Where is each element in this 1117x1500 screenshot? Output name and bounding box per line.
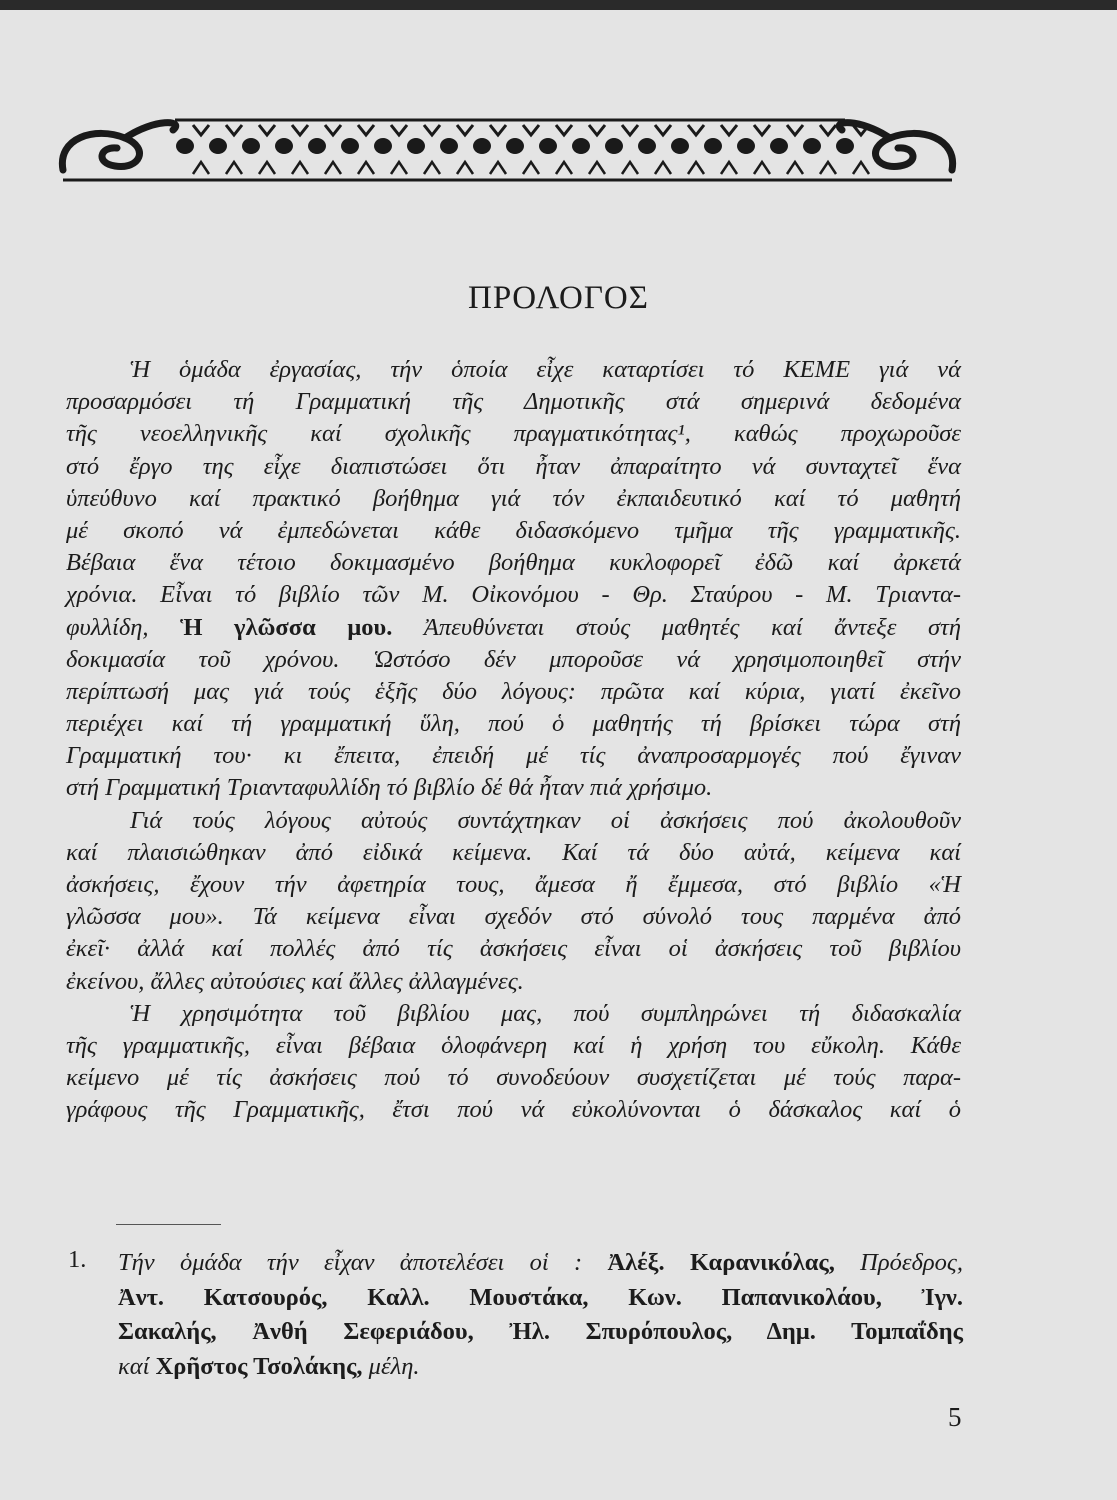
ornament-dot [275, 138, 293, 154]
preface-body [66, 354, 961, 1127]
ornament-dot [374, 138, 392, 154]
text-segment: Βέβαια ἕνα τέτοιο δοκιμασμένο βοήθημα κυκλοφορεῖ ἐδῶ καί ἀρκετά [66, 549, 961, 577]
text-line [66, 1094, 961, 1126]
ornament-chevron [259, 162, 275, 174]
text-line [66, 676, 961, 708]
ornament-dot [737, 138, 755, 154]
text-line [66, 869, 961, 901]
ornament-dot [572, 138, 590, 154]
page-number: 5 [948, 1402, 962, 1432]
ornament-dot [407, 138, 425, 154]
text-line [66, 805, 961, 837]
text-segment: τῆς νεοελληνικῆς καί σχολικῆς πραγματικότητας¹, καθώς προχωροῦσε [66, 420, 961, 448]
scan-top-edge [0, 0, 1117, 10]
ornament-dot [341, 138, 359, 154]
text-segment: καί [118, 1352, 156, 1380]
text-line [66, 708, 961, 740]
ornament-chevron [556, 125, 572, 135]
ornament-dot [704, 138, 722, 154]
ornament-chevron [622, 125, 638, 135]
text-segment: μέ σκοπό νά ἐμπεδώνεται κάθε διδασκόμενο τμῆμα τῆς γραμματικῆς. [66, 516, 961, 544]
text-line [68, 1315, 963, 1350]
text-segment: γλῶσσα μου». Τά κείμενα εἶναι σχεδόν στό σύνολό τους παρμένα ἀπό [66, 903, 961, 931]
ornament-chevron [424, 162, 440, 174]
text-segment: περίπτωσή μας γιά τούς ἑξῆς δύο λόγους: πρῶτα καί κύρια, γιατί ἐκεῖνο [66, 677, 961, 705]
text-segment: Πρόεδρος, [834, 1249, 964, 1276]
text-segment: καί πλαισιώθηκαν ἀπό εἰδικά κείμενα. Καί τά δύο αὐτά, κείμενα καί [66, 838, 961, 866]
footnote-separator [116, 1224, 221, 1225]
ornament-dot [308, 138, 326, 154]
text-segment: Ἀπευθύνεται στούς μαθητές καί ἄντεξε στή [392, 613, 962, 641]
ornament-dot [836, 138, 854, 154]
text-segment: χρόνια. Εἶναι τό βιβλίο τῶν Μ. Οἰκονόμου - Θρ. Σταύρου - Μ. Τριαντα- [66, 581, 961, 609]
ornament-chevron [391, 125, 407, 135]
ornament-chevron [292, 162, 308, 174]
ornament-dot [209, 138, 227, 154]
text-line [66, 515, 961, 547]
bold-text: Ἀλέξ. Καρανικόλας, [607, 1249, 835, 1276]
ornament-dot [671, 138, 689, 154]
ornament-dot [440, 138, 458, 154]
text-line [68, 1281, 963, 1316]
bold-text: Ἡ γλῶσσα μου. [180, 613, 393, 641]
text-segment: στή Γραμματική Τριανταφυλλίδη τό βιβλίο δέ θά ἦταν πιά χρήσιμο. [66, 774, 713, 802]
bold-text: Ἀντ. Κατσουρός, Καλλ. Μουστάκα, Κων. Παπανικολάου, Ἰγν. [118, 1283, 963, 1311]
ornament-chevron [688, 125, 704, 135]
text-line [66, 772, 961, 804]
ornament-chevron [358, 125, 374, 135]
ornament-chevron [754, 125, 770, 135]
text-line [66, 933, 961, 965]
text-segment: περιέχει καί τή γραμματική ὕλη, πού ὁ μαθητής τή βρίσκει τώρα στή [66, 710, 961, 738]
ornament-dot [770, 138, 788, 154]
text-segment: στό ἔργο της εἶχε διαπιστώσει ὅτι ἦταν ἀπαραίτητο νά συνταχτεῖ ἕνα [66, 452, 961, 480]
ornament-chevron [457, 162, 473, 174]
text-line [66, 386, 961, 418]
ornament-chevron [193, 125, 209, 135]
text-segment: ἐκεῖ· ἀλλά καί πολλές ἀπό τίς ἀσκήσεις εἶναι οἱ ἀσκήσεις τοῦ βιβλίου [66, 935, 961, 963]
ornament-dot [473, 138, 491, 154]
ornament-chevron [820, 125, 836, 135]
text-line [66, 837, 961, 869]
text-segment: Ἡ ὁμάδα ἐργασίας, τήν ὁποία εἶχε καταρτίσει τό ΚΕΜΕ γιά νά [130, 356, 961, 383]
ornament-chevron [523, 162, 539, 174]
ornament-chevron [457, 125, 473, 135]
text-line [66, 418, 961, 450]
ornament-dot [803, 138, 821, 154]
text-segment: Ἡ χρησιμότητα τοῦ βιβλίου μας, πού συμπληρώνει τή διδασκαλία [130, 999, 961, 1027]
text-segment: τῆς γραμματικῆς, εἶναι βέβαια ὁλοφάνερη καί ἡ χρήση του εὔκολη. Κάθε [66, 1031, 961, 1059]
text-segment: ὑπεύθυνο καί πρακτικό βοήθημα γιά τόν ἐκπαιδευτικό καί τό μαθητή [66, 484, 961, 512]
text-line [66, 1030, 961, 1062]
ornament-chevron [193, 162, 209, 174]
ornament-chevron [556, 162, 572, 174]
text-segment: κείμενο μέ τίς ἀσκήσεις πού τό συνοδεύουν συσχετίζεται μέ τούς παρα- [66, 1064, 961, 1092]
text-segment: γράφους τῆς Γραμματικῆς, ἔτσι πού νά εὐκολύνονται ὁ δάσκαλος καί ὁ [66, 1096, 961, 1124]
ornament-chevron [787, 162, 803, 174]
ornament-chevron [754, 162, 770, 174]
footnote-number: 1. [68, 1246, 87, 1273]
ornament-dot [506, 138, 524, 154]
ornament-chevron [490, 162, 506, 174]
ornament-chevron [820, 162, 836, 174]
ornament-chevron [523, 125, 539, 135]
ornament-chevron [391, 162, 407, 174]
ornament-chevron [622, 162, 638, 174]
text-line [66, 901, 961, 933]
text-segment: προσαρμόσει τή Γραμματική τῆς Δημοτικῆς στά σημερινά δεδομένα [66, 388, 961, 416]
bold-text: Χρῆστος Τσολάκης, [155, 1352, 363, 1380]
page-title: ΠΡΟΛΟΓΟΣ [468, 280, 649, 316]
ornament-dot [638, 138, 656, 154]
ornament-chevron [721, 125, 737, 135]
text-segment: ἐκείνου, ἄλλες αὐτούσιες καί ἄλλες ἀλλαγμένες. [66, 967, 524, 995]
text-line [66, 451, 961, 483]
ornament-dot [605, 138, 623, 154]
ornament-chevron [325, 162, 341, 174]
ornament-chevron [226, 162, 242, 174]
text-line [68, 1246, 963, 1281]
ornament-chevron [226, 125, 242, 135]
ornament-dot [176, 138, 194, 154]
footnote [68, 1246, 963, 1384]
ornament-chevron [589, 125, 605, 135]
ornament-chevron [787, 125, 803, 135]
ornament-chevron [853, 162, 869, 174]
text-segment: μέλη. [362, 1352, 420, 1380]
text-line [66, 612, 961, 644]
ornament-chevron [688, 162, 704, 174]
ornament-chevron [259, 125, 275, 135]
text-line [66, 579, 961, 611]
ornament-chevron [655, 125, 671, 135]
text-segment: Τήν ὁμάδα τήν εἶχαν ἀποτελέσει οἱ : [118, 1249, 608, 1276]
ornament-chevron [589, 162, 605, 174]
bold-text: Σακαλής, Ἀνθή Σεφεριάδου, Ἠλ. Σπυρόπουλος, Δημ. Τομπαΐδης [118, 1318, 963, 1345]
text-line [66, 1062, 961, 1094]
text-line [66, 644, 961, 676]
text-line [66, 966, 961, 998]
ornament-chevron [655, 162, 671, 174]
ornament-chevron [490, 125, 506, 135]
ornament-chevron [325, 125, 341, 135]
text-segment: ἀσκήσεις, ἔχουν τήν ἀφετηρία τους, ἄμεσα ἤ ἔμμεσα, στό βιβλίο «Ἡ [66, 871, 961, 898]
ornament-chevron [424, 125, 440, 135]
text-line [68, 1350, 963, 1385]
text-segment: δοκιμασία τοῦ χρόνου. Ὡστόσο δέν μποροῦσε νά χρησιμοποιηθεῖ στήν [66, 645, 961, 673]
text-segment: Γραμματική του· κι ἔπειτα, ἐπειδή μέ τίς ἀναπροσαρμογές πού ἔγιναν [66, 742, 961, 770]
ornament-dot [242, 138, 260, 154]
text-line [66, 354, 961, 386]
ornament-chevron [358, 162, 374, 174]
ornament-chevron [721, 162, 737, 174]
text-line [66, 483, 961, 515]
text-line [66, 740, 961, 772]
text-segment: Γιά τούς λόγους αὐτούς συντάχτηκαν οἱ ἀσκήσεις πού ἀκολουθοῦν [130, 806, 961, 834]
text-segment: φυλλίδη, [66, 613, 181, 641]
text-line [66, 547, 961, 579]
text-line [66, 998, 961, 1030]
ornament-chevron [292, 125, 308, 135]
decorative-ornament-band [55, 108, 960, 188]
ornament-dot [539, 138, 557, 154]
